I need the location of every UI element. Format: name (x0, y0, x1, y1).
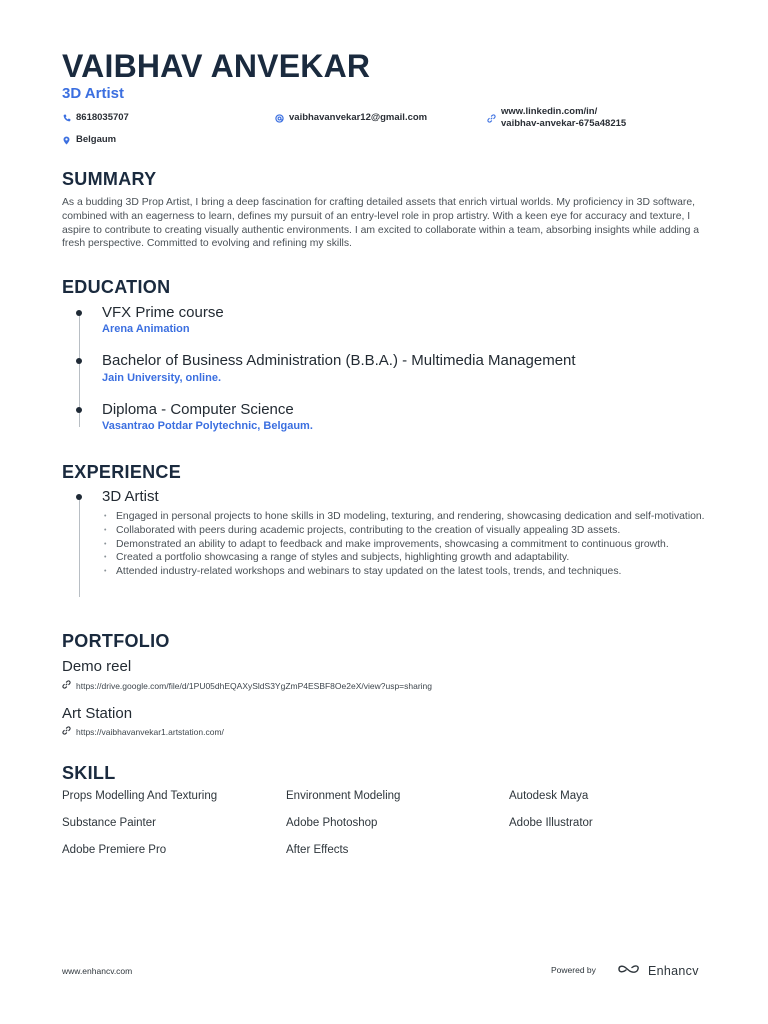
portfolio-link-row (62, 680, 432, 691)
location-pin-icon (62, 134, 71, 146)
portfolio-item-title: Art Station (62, 705, 133, 722)
education-school: Vasantrao Potdar Polytechnic, Belgaum. (102, 420, 313, 432)
phone-text[interactable]: 8618035707 (76, 112, 129, 123)
experience-timeline (79, 497, 80, 597)
summary-text: As a budding 3D Prop Artist, I bring a deep fascination for crafting detailed assets that enrich virtual worlds. My proficiency in 3D software, combined with an eagerness to learn, defines my pursuit of an entry-level role in prop artistry. With a keen eye for accuracy and texture, I aspire to contribute to creating visually authentic environments. I am excited to collaborate within a team, absorbing insights while adding a fresh perspective. Committed to evolving and refining my skills. (62, 197, 700, 250)
education-degree: VFX Prime course (102, 304, 224, 321)
education-degree: Diploma - Computer Science (102, 401, 294, 418)
footer-website[interactable]: www.enhancv.com (62, 966, 133, 976)
skill-item: Adobe Premiere Pro (62, 844, 167, 856)
skill-item: Environment Modeling (286, 790, 401, 802)
skill-item: Autodesk Maya (509, 790, 589, 802)
linkedin-link[interactable] (501, 106, 626, 130)
skill-item: Adobe Photoshop (286, 817, 378, 829)
linkedin-line-2: vaibhav-anvekar-675a48215 (501, 118, 627, 129)
experience-role: 3D Artist (102, 488, 159, 505)
location-text: Belgaum (76, 134, 117, 145)
education-school: Jain University, online. (102, 372, 221, 384)
phone-icon (62, 112, 71, 124)
portfolio-url[interactable]: https://drive.google.com/file/d/1PU05dhEQAXySldS3YgZmP4ESBF8Oe2eX/view?usp=sharing (76, 680, 433, 691)
portfolio-item-title: Demo reel (62, 658, 132, 675)
skill-heading: SKILL (62, 763, 116, 783)
timeline-dot (76, 310, 82, 316)
skill-item: After Effects (286, 844, 349, 856)
skill-item: Substance Painter (62, 817, 156, 829)
experience-bullet: • Collaborated with peers during academic projects, contributing to the creation of visually appealing 3D assets. (104, 524, 710, 538)
contact-email (275, 112, 427, 124)
education-school: Arena Animation (102, 323, 190, 335)
skill-item: Adobe Illustrator (509, 817, 593, 829)
enhancv-infinity-icon (616, 962, 642, 980)
at-icon (275, 112, 284, 124)
enhancv-logo[interactable] (616, 962, 699, 980)
experience-bullet: • Attended industry-related workshops and webinars to stay updated on the latest tools, trends, and techniques. (104, 565, 710, 579)
contact-location (62, 134, 116, 146)
skill-item: Props Modelling And Texturing (62, 790, 218, 802)
candidate-name: VAIBHAV ANVEKAR (62, 48, 371, 84)
summary-heading: SUMMARY (62, 169, 157, 189)
timeline-dot (76, 358, 82, 364)
contact-linkedin (487, 106, 626, 130)
email-text[interactable]: vaibhavanvekar12@gmail.com (289, 112, 428, 123)
footer-powered-by: Powered by (551, 965, 596, 975)
timeline-dot (76, 407, 82, 413)
portfolio-heading: PORTFOLIO (62, 631, 170, 651)
experience-bullets (104, 510, 710, 579)
experience-bullet: • Created a portfolio showcasing a range of styles and subjects, highlighting growth and adaptability. (104, 551, 710, 565)
contact-phone (62, 112, 129, 124)
education-heading: EDUCATION (62, 277, 171, 297)
experience-bullet: • Demonstrated an ability to adapt to feedback and make improvements, showcasing a commitment to continuous growth. (104, 538, 710, 552)
education-degree: Bachelor of Business Administration (B.B.A.) - Multimedia Management (102, 352, 576, 369)
link-icon (62, 680, 71, 691)
portfolio-url[interactable]: https://vaibhavanvekar1.artstation.com/ (76, 726, 224, 737)
link-icon (62, 726, 71, 737)
experience-bullet: • Engaged in personal projects to hone skills in 3D modeling, texturing, and rendering, showcasing dedication and self-motivation. (104, 510, 710, 524)
linkedin-line-1: www.linkedin.com/in/ (501, 106, 598, 117)
timeline-dot (76, 494, 82, 500)
footer-brand: Enhancv (648, 964, 699, 978)
portfolio-link-row (62, 726, 224, 737)
link-icon (487, 112, 496, 124)
experience-heading: EXPERIENCE (62, 462, 182, 482)
candidate-title: 3D Artist (62, 85, 124, 102)
